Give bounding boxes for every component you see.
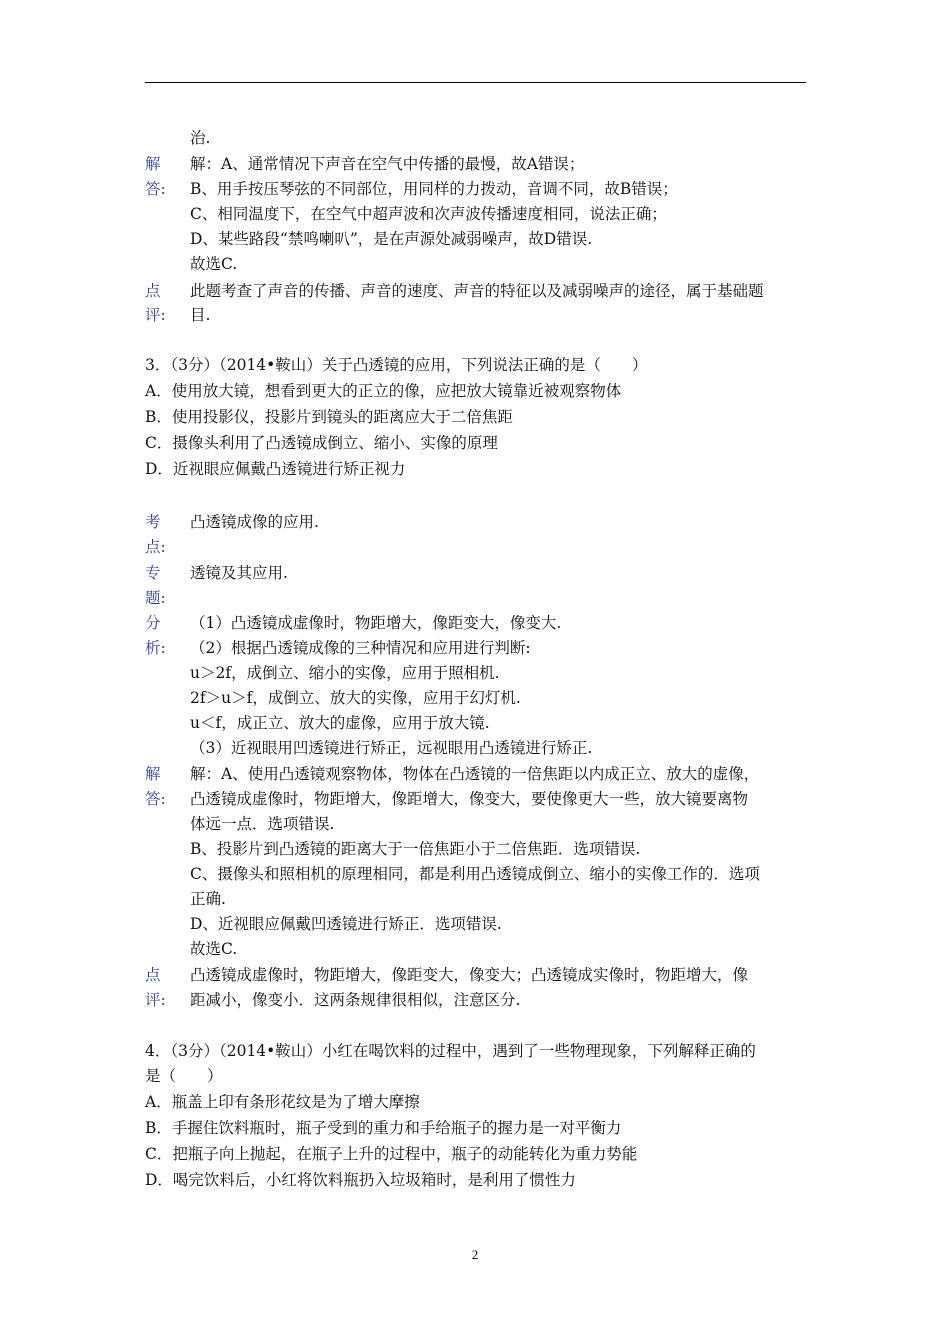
q2-answer-line: C、相同温度下，在空气中超声波和次声波传播速度相同，说法正确； [190,205,667,223]
q4-option-d: D．喝完饮料后，小红将饮料瓶扔入垃圾箱时，是利用了惯性力 [145,1171,576,1189]
q3-jieda-line: C、摄像头和照相机的原理相同，都是利用凸透镜成倒立、缩小的实像工作的．选项 [190,865,760,883]
q3-jieda-line: 体远一点．选项错误. [190,815,335,833]
header-rule [145,82,806,83]
q3-dianping-label-2: 评: [145,991,166,1009]
q3-kaodian: 凸透镜成像的应用. [190,513,319,531]
q3-option-b: B．使用投影仪，投影片到镜头的距离应大于二倍焦距 [145,408,513,426]
q3-fenxi-line: 2f＞u＞f，成倒立、放大的实像，应用于幻灯机. [190,689,521,707]
q3-zhuanti-label-1: 专 [145,564,161,582]
q3-stem: 3．（3分）（2014•鞍山）关于凸透镜的应用，下列说法正确的是（ ） [145,356,648,374]
q3-fenxi-line: （1）凸透镜成虚像时，物距增大，像距变大，像变大. [190,614,562,632]
q3-jieda-label-2: 答: [145,790,166,808]
q3-zhuanti: 透镜及其应用. [190,564,288,582]
q3-jieda-line: 凸透镜成虚像时，物距增大，像距增大，像变大，要使像更大一些，放大镜要离物 [190,790,749,808]
q2-comment-label-2: 评: [145,306,166,324]
q4-option-a: A．瓶盖上印有条形花纹是为了增大摩擦 [145,1093,420,1111]
q3-kaodian-label-2: 点: [145,538,166,556]
q2-answer-label-2: 答: [145,180,166,198]
q3-fenxi-line: u＞2f，成倒立、缩小的实像，应用于照相机. [190,664,500,682]
q3-dianping-line: 距减小，像变小．这两条规律很相似，注意区分. [190,991,521,1009]
page-number: 2 [471,1247,479,1262]
q2-answer-line: B、用手按压琴弦的不同部位，用同样的力拨动，音调不同，故B错误； [190,180,678,198]
q3-fenxi-line: （3）近视眼用凹透镜进行矫正，远视眼用凸透镜进行矫正. [190,739,593,757]
q4-stem-line-2: 是（ ） [145,1067,223,1085]
q3-option-a: A．使用放大镜，想看到更大的正立的像，应把放大镜靠近被观察物体 [145,382,622,400]
q3-fenxi-label-1: 分 [145,614,161,632]
q3-option-d: D．近视眼应佩戴凸透镜进行矫正视力 [145,460,406,478]
q3-fenxi-line: （2）根据凸透镜成像的三种情况和应用进行判断: [190,639,531,657]
q3-option-c: C．摄像头利用了凸透镜成倒立、缩小、实像的原理 [145,434,498,452]
q2-answer-line: D、某些路段“禁鸣喇叭”，是在声源处减弱噪声，故D错误. [190,230,593,248]
q4-option-b: B．手握住饮料瓶时，瓶子受到的重力和手给瓶子的握力是一对平衡力 [145,1119,622,1137]
q3-kaodian-label-1: 考 [145,513,161,531]
q3-jieda-line: D、近视眼应佩戴凹透镜进行矫正．选项错误. [190,915,502,933]
q2-comment-line: 目. [190,306,211,324]
q4-stem-line-1: 4．（3分）（2014•鞍山）小红在喝饮料的过程中，遇到了一些物理现象，下列解释正确的 [145,1042,756,1060]
q2-answer-line: 故选C. [190,255,238,273]
q3-jieda-line: 解：A、使用凸透镜观察物体，物体在凸透镜的一倍焦距以内成正立、放大的虚像， [190,765,760,783]
q3-jieda-label-1: 解 [145,765,161,783]
q3-dianping-label-1: 点 [145,966,161,984]
q2-comment-line: 此题考查了声音的传播、声音的速度、声音的特征以及减弱噪声的途径，属于基础题 [190,282,764,300]
q3-fenxi-label-2: 析: [145,639,166,657]
q3-jieda-line: 正确. [190,890,226,908]
q2-analysis-end: 治. [190,129,211,147]
q3-jieda-line: B、投影片到凸透镜的距离大于一倍焦距小于二倍焦距．选项错误. [190,840,641,858]
q2-comment-label-1: 点 [145,282,161,300]
q2-answer-line: 解：A、通常情况下声音在空气中传播的最慢，故A错误； [190,155,585,173]
q3-zhuanti-label-2: 题: [145,589,166,607]
q4-option-c: C．把瓶子向上抛起，在瓶子上升的过程中，瓶子的动能转化为重力势能 [145,1145,638,1163]
q2-answer-label-1: 解 [145,155,161,173]
q3-dianping-line: 凸透镜成虚像时，物距增大，像距变大，像变大；凸透镜成实像时，物距增大，像 [190,966,749,984]
q3-jieda-line: 故选C. [190,940,238,958]
q3-fenxi-line: u＜f，成正立、放大的虚像，应用于放大镜. [190,714,490,732]
